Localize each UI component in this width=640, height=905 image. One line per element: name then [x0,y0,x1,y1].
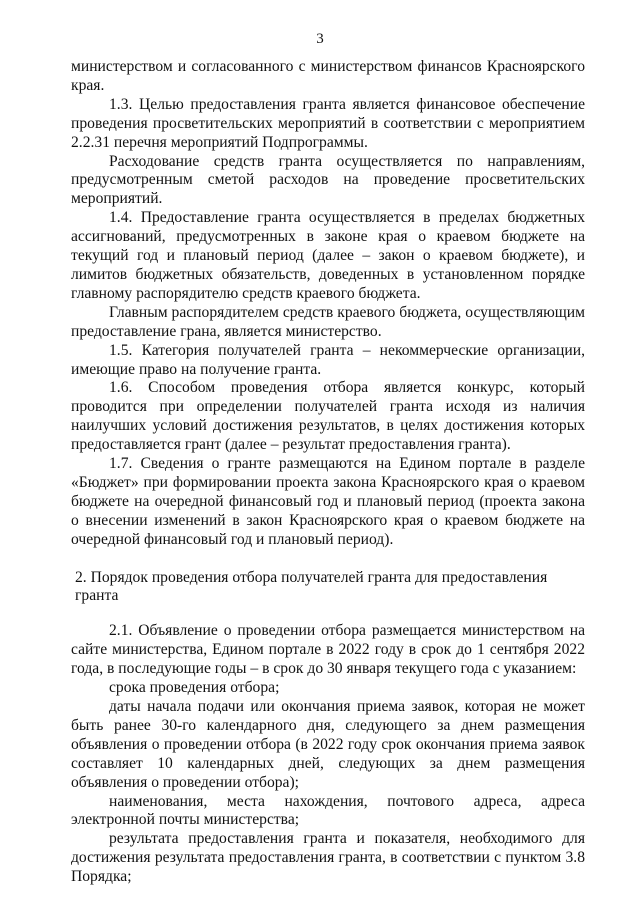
list-item-application-dates: даты начала подачи или окончания приема заявок, которая не может быть ранее 30-го календарного дня, следующего за днем размещения объявления о проведении отбора (в 2022 году срок окончания приема заявок составляет 10 календарных дней, следующих за днем размещения объявления о проведении отбора); [71,698,585,791]
paragraph-1-3: 1.3. Целью предоставления гранта является финансовое обеспечение проведения просветительских мероприятий в соответствии с мероприятием 2.2.31 перечня мероприятий Подпрограммы. [71,95,585,151]
paragraph-spending: Расходование средств гранта осуществляется по направлениям, предусмотренным сметой расходов на проведение просветительских мероприятий. [71,152,585,208]
list-item-selection-period: срока проведения отбора; [109,679,280,697]
paragraph-1-5: 1.5. Категория получателей гранта – некоммерческие организации, имеющие право на получение гранта. [71,341,585,378]
list-item-ministry-contacts: наименования, места нахождения, почтового адреса, адреса электронной почты министерства; [71,792,585,829]
paragraph-main-administrator: Главным распорядителем средств краевого бюджета, осуществляющим предоставление грана, является министерство. [71,303,585,340]
paragraph-2-1: 2.1. Объявление о проведении отбора размещается министерством на сайте министерства, Едином портале в 2022 году в срок до 1 сентября 2022 года, в последующие годы – в срок до 30 января текущего года с указанием: [71,622,585,678]
list-item-grant-result: результата предоставления гранта и показателя, необходимого для достижения результата предоставления гранта, в соответствии с пунктом 3.8 Порядка; [71,830,585,886]
page-number: 3 [316,31,324,47]
paragraph-1-6: 1.6. Способом проведения отбора является конкурс, который проводится при определении получателей гранта исходя из наличия наилучших условий достижения результатов, в целях достижения которых предоставляется грант (далее – результат предоставления гранта). [71,379,585,454]
paragraph-1-7: 1.7. Сведения о гранте размещаются на Едином портале в разделе «Бюджет» при формировании проекта закона Красноярского края о краевом бюджете на очередной финансовый год и плановый период (проекта закона о внесении изменений в закон Красноярского края о краевом бюджете на очередной финансовый год и плановый период). [71,455,585,548]
paragraph-continuation: министерством и согласованного с министерством финансов Красноярского края. [71,58,585,94]
paragraph-1-4: 1.4. Предоставление гранта осуществляется в пределах бюджетных ассигнований, предусмотренных в законе края о краевом бюджете на текущий год и плановый период (далее – закон о краевом бюджете), и лимитов бюджетных обязательств, доведенных в установленном порядке главному распорядителю средств краевого бюджета. [71,209,585,302]
section-heading-2: 2. Порядок проведения отбора получателей гранта для предоставления гранта [75,568,548,605]
document-body [71,58,585,887]
